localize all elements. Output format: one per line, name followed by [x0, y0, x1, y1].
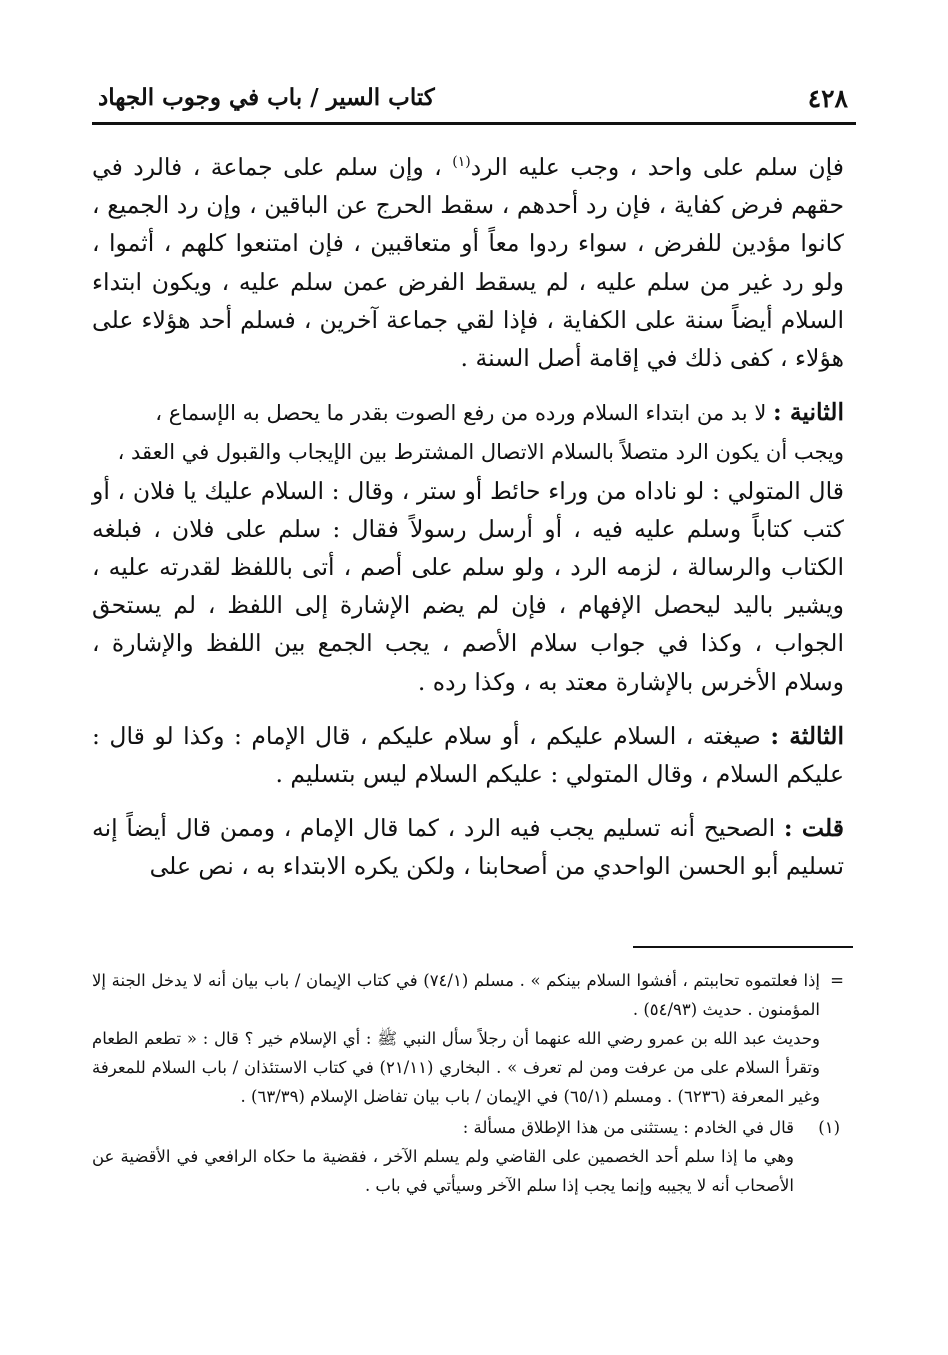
paragraph-2-line-2: ويجب أن يكون الرد متصلاً بالسلام الاتصال المشترط بين الإيجاب والقبول في العقد ،: [117, 440, 844, 465]
paragraph-3-lead: الثالثة :: [770, 721, 845, 750]
footnote-ref-1: (١): [452, 154, 471, 171]
footnote-1: [92, 1113, 844, 1200]
footnote-1-line-1: قال في الخادم : يستثنى من هذا الإطلاق مسألة :: [462, 1118, 794, 1137]
paragraph-2: [92, 393, 844, 701]
footnote-separator: [633, 946, 853, 948]
page-number: ٤٢٨: [807, 84, 848, 113]
footnote-continuation: [92, 966, 844, 1111]
running-title: كتاب السير / باب في وجوب الجهاد: [98, 84, 435, 111]
footnote-continuation-1: إذا فعلتموه تحاببتم ، أفشوا السلام بينكم » . مسلم (٧٤/١) في كتاب الإيمان / باب بيان أنه لا يدخل الجنة إلا المؤمنون . حديث (٥٤/٩٣) .: [92, 971, 821, 1019]
paragraph-2-rest: قال المتولي : لو ناداه من وراء حائط أو ستر ، وقال : السلام عليك يا فلان ، أو كتب كتاباً وسلم عليه فيه ، أو أرسل رسولاً فقال : سلم على فلان ، فبلغه الكتاب والرسالة ، لزمه الرد ، ولو سلم على أصم ، أتى باللفظ لقدرته عليه ، ويشير باليد ليحصل الإفهام ، فإن لم يضم الإشارة إلى اللفظ ، لم يستحق الجواب ، وكذا في جواب سلام الأصم ، يجب الجمع بين اللفظ والإشارة ، وسلام الأخرس بالإشارة معتد به ، وكذا رده .: [92, 476, 844, 696]
running-header: [92, 76, 852, 116]
paragraph-3-text: صيغته ، السلام عليكم ، أو سلام عليكم ، قال الإمام : وكذا لو قال : عليكم السلام ، وقال المتولي : عليكم السلام ليس بتسليم .: [92, 721, 844, 789]
header-rule: [92, 122, 856, 125]
paragraph-4-text: الصحيح أنه تسليم يجب فيه الرد ، كما قال الإمام ، وممن قال أيضاً إنه تسليم أبو الحسن الواحدي من أصحابنا ، ولكن يكره الابتداء به ، نص على: [92, 814, 844, 881]
continuation-marker: =: [830, 971, 844, 990]
footnote-1-line-2: وهي ما إذا سلم أحد الخصمين على القاضي ولم يسلم الآخر ، فقضية ما حكاه الرافعي في الأقضية عن الأصحاب أنه لا يجيبه وإنما يجب إذا سلم الآخر وسيأتي في باب .: [92, 1147, 794, 1195]
main-text: [92, 148, 844, 886]
paragraph-4: [92, 809, 844, 885]
paragraph-1-text-a: فإن سلم على واحد ، وجب عليه الرد: [470, 153, 845, 181]
paragraph-2-line-1: لا بد من ابتداء السلام ورده من رفع الصوت بقدر ما يحصل به الإسماع ،: [155, 401, 773, 426]
footnotes: [92, 966, 844, 1200]
paragraph-2-lead: الثانية :: [772, 398, 844, 427]
paragraph-1-text-b: ، وإن سلم على جماعة ، فالرد في حقهم فرض كفاية ، فإن رد أحدهم ، سقط الحرج عن الباقين ، وإن رد الجميع ، كانوا مؤدين للفرض ، سواء ردوا معاً أو متعاقبين ، فإن امتنعوا كلهم ، أثموا ، ولو رد غير من سلم عليه ، لم يسقط الفرض عمن سلم عليه ، ويكون ابتداء السلام أيضاً سنة على الكفاية ، فإذا لقي جماعة آخرين ، فسلم أحد هؤلاء على هؤلاء ، كفى ذلك في إقامة أصل السنة .: [92, 153, 844, 373]
paragraph-3: [92, 717, 844, 793]
footnote-continuation-2: وحديث عبد الله بن عمرو رضي الله عنهما أن رجلاً سأل النبي ﷺ : أي الإسلام خير ؟ قال : « تطعم الطعام وتقرأ السلام على من عرفت ومن لم تعرف » . البخاري (٢١/١١) في كتاب الاستئذان / باب السلام للمعرفة وغير المعرفة (٦٢٣٦) . ومسلم (٦٥/١) في الإيمان / باب بيان تفاضل الإسلام (٦٣/٣٩) .: [92, 1029, 820, 1106]
footnote-1-number: (١): [818, 1118, 840, 1137]
paragraph-1: [92, 148, 844, 377]
paragraph-4-lead: قلت :: [783, 814, 844, 843]
